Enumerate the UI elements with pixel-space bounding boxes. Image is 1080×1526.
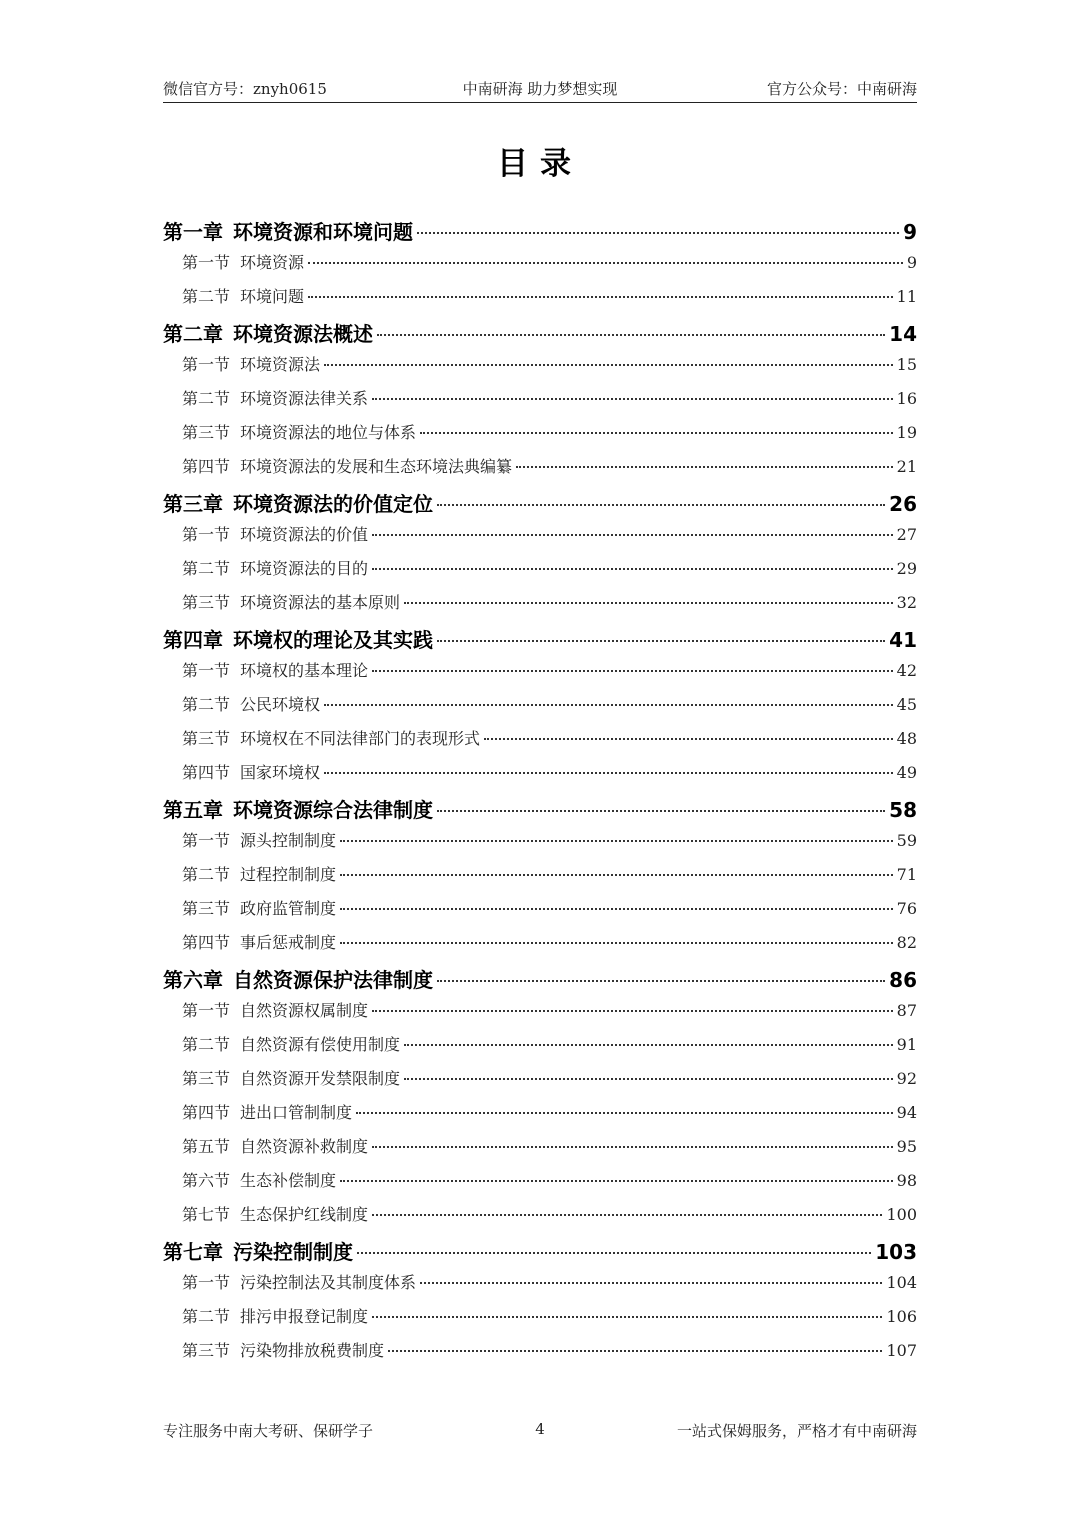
toc-chapter-entry[interactable] [163,794,917,828]
toc-entry-label [163,216,413,245]
toc-entry-number: 第五节 [182,1137,231,1156]
footer-right-text: 一站式保姆服务，严格才有中南研海 [676,1422,917,1440]
toc-dot-leader [340,908,893,910]
toc-entry-number: 第五章 [163,798,223,822]
toc-entry-page: 106 [886,1307,917,1326]
toc-entry-label [182,658,368,681]
toc-entry-page: 19 [896,423,917,442]
toc-chapter-entry[interactable] [163,488,917,522]
header-official-account: 官方公众号：中南研海 [766,80,917,98]
toc-dot-leader [340,1180,893,1182]
toc-entry-page: 91 [896,1035,917,1054]
toc-entry-page: 45 [896,695,917,714]
toc-section-entry[interactable] [163,828,917,862]
toc-section-entry[interactable] [163,726,917,760]
toc-section-entry[interactable] [163,896,917,930]
toc-entry-label [182,1100,352,1123]
toc-entry-title: 国家环境权 [240,763,321,782]
toc-section-entry[interactable] [163,454,917,488]
toc-dot-leader [356,1112,893,1114]
toc-entry-number: 第三节 [182,593,231,612]
toc-entry-page: 87 [896,1001,917,1020]
toc-entry-number: 第四节 [182,763,231,782]
toc-entry-label [163,488,433,517]
toc-entry-label [182,930,336,953]
toc-entry-title: 自然资源补救制度 [240,1137,369,1156]
toc-entry-page: 9 [906,253,917,272]
toc-entry-number: 第一节 [182,661,231,680]
toc-entry-number: 第一章 [163,220,223,244]
toc-entry-title: 环境资源法概述 [233,322,373,346]
toc-entry-page: 82 [896,933,917,952]
toc-entry-number: 第二节 [182,389,231,408]
toc-entry-page: 71 [896,865,917,884]
toc-entry-label [182,1134,368,1157]
toc-section-entry[interactable] [163,1338,917,1372]
toc-entry-label [163,794,433,823]
header-slogan: 中南研海 助力梦想实现 [462,80,618,98]
toc-entry-number: 第三节 [182,1069,231,1088]
header-wechat-id: 微信官方号：znyh0615 [163,80,327,98]
toc-dot-leader [340,942,893,944]
toc-entry-page: 26 [889,492,917,516]
toc-entry-page: 41 [889,628,917,652]
toc-entry-number: 第三节 [182,899,231,918]
toc-entry-number: 第四节 [182,1103,231,1122]
toc-dot-leader [372,568,893,570]
page-title: 目录 [497,146,583,182]
toc-section-entry[interactable] [163,250,917,284]
toc-entry-page: 100 [886,1205,917,1224]
toc-entry-title: 污染控制法及其制度体系 [240,1273,417,1292]
toc-dot-leader [372,1146,893,1148]
toc-entry-label [182,522,368,545]
toc-entry-label [163,964,433,993]
toc-entry-page: 104 [886,1273,917,1292]
toc-section-entry[interactable] [163,692,917,726]
toc-entry-title: 环境资源法律关系 [240,389,369,408]
toc-dot-leader [324,704,893,706]
toc-dot-leader [417,232,899,234]
toc-entry-number: 第七章 [163,1240,223,1264]
toc-entry-label [182,1338,384,1361]
toc-section-entry[interactable] [163,1304,917,1338]
toc-entry-number: 第一节 [182,355,231,374]
toc-section-entry[interactable] [163,284,917,318]
toc-entry-page: 42 [896,661,917,680]
toc-entry-number: 第一节 [182,831,231,850]
toc-entry-title: 污染物排放税费制度 [240,1341,385,1360]
toc-entry-page: 48 [896,729,917,748]
toc-entry-label [182,590,400,613]
toc-entry-title: 环境资源法的价值定位 [233,492,433,516]
table-of-contents [163,216,917,1372]
toc-chapter-entry[interactable] [163,624,917,658]
toc-entry-number: 第六章 [163,968,223,992]
toc-section-entry[interactable] [163,1202,917,1236]
toc-section-entry[interactable] [163,1134,917,1168]
toc-entry-number: 第二节 [182,1307,231,1326]
toc-entry-title: 环境权的基本理论 [240,661,369,680]
toc-entry-page: 58 [889,798,917,822]
toc-entry-page: 14 [889,322,917,346]
toc-dot-leader [340,874,893,876]
toc-chapter-entry[interactable] [163,1236,917,1270]
toc-entry-title: 生态保护红线制度 [240,1205,369,1224]
toc-section-entry[interactable] [163,1168,917,1202]
toc-dot-leader [404,1044,893,1046]
toc-section-entry[interactable] [163,1100,917,1134]
toc-dot-leader [372,670,893,672]
toc-entry-page: 103 [875,1240,917,1264]
toc-entry-label [163,318,373,347]
toc-dot-leader [437,980,885,982]
toc-entry-page: 94 [896,1103,917,1122]
toc-entry-number: 第三节 [182,423,231,442]
toc-entry-page: 59 [896,831,917,850]
toc-section-entry[interactable] [163,1066,917,1100]
toc-entry-number: 第六节 [182,1171,231,1190]
toc-entry-title: 事后惩戒制度 [240,933,337,952]
toc-entry-number: 第二节 [182,559,231,578]
toc-entry-number: 第四节 [182,457,231,476]
toc-entry-number: 第二章 [163,322,223,346]
toc-entry-page: 29 [896,559,917,578]
toc-dot-leader [372,398,893,400]
toc-entry-page: 49 [896,763,917,782]
toc-section-entry[interactable] [163,1270,917,1304]
toc-entry-title: 环境资源法的基本原则 [240,593,401,612]
toc-entry-label [182,896,336,919]
toc-dot-leader [308,262,903,264]
toc-entry-label [163,1236,353,1265]
toc-entry-label [182,556,368,579]
toc-entry-number: 第三节 [182,729,231,748]
toc-chapter-entry[interactable] [163,216,917,250]
toc-entry-title: 自然资源开发禁限制度 [240,1069,401,1088]
toc-entry-label [182,284,304,307]
toc-dot-leader [372,1010,893,1012]
toc-entry-title: 公民环境权 [240,695,321,714]
toc-entry-label [182,386,368,409]
toc-entry-number: 第一节 [182,1001,231,1020]
toc-entry-label [182,1168,336,1191]
toc-entry-title: 环境资源法的发展和生态环境法典编纂 [240,457,513,476]
toc-entry-title: 排污申报登记制度 [240,1307,369,1326]
toc-section-entry[interactable] [163,760,917,794]
toc-entry-page: 21 [896,457,917,476]
toc-dot-leader [324,772,893,774]
toc-dot-leader [404,1078,893,1080]
toc-entry-number: 第一节 [182,1273,231,1292]
toc-section-entry[interactable] [163,998,917,1032]
footer-left-text: 专注服务中南大考研、保研学子 [163,1422,374,1440]
toc-section-entry[interactable] [163,1032,917,1066]
toc-dot-leader [372,1214,882,1216]
toc-dot-leader [377,334,885,336]
toc-entry-page: 27 [896,525,917,544]
toc-entry-title: 环境资源综合法律制度 [233,798,433,822]
toc-dot-leader [437,640,885,642]
toc-dot-leader [340,840,893,842]
toc-entry-page: 32 [896,593,917,612]
toc-entry-title: 环境资源 [240,253,305,272]
toc-entry-label [182,250,304,273]
toc-entry-title: 环境权的理论及其实践 [233,628,433,652]
toc-entry-title: 政府监管制度 [240,899,337,918]
toc-entry-page: 9 [903,220,917,244]
toc-dot-leader [372,534,893,536]
toc-entry-page: 15 [896,355,917,374]
toc-entry-number: 第二节 [182,1035,231,1054]
toc-entry-label [182,1202,368,1225]
toc-dot-leader [437,504,885,506]
toc-entry-label [182,692,320,715]
toc-entry-label [182,828,336,851]
toc-section-entry[interactable] [163,352,917,386]
toc-entry-label [182,420,416,443]
toc-dot-leader [324,364,893,366]
toc-entry-title: 污染控制制度 [233,1240,353,1264]
toc-entry-title: 自然资源权属制度 [240,1001,369,1020]
toc-entry-number: 第四节 [182,933,231,952]
toc-dot-leader [308,296,893,298]
toc-section-entry[interactable] [163,658,917,692]
toc-entry-page: 11 [896,287,917,306]
toc-entry-label [182,1032,400,1055]
toc-entry-label [182,726,480,749]
toc-entry-number: 第三章 [163,492,223,516]
toc-section-entry[interactable] [163,386,917,420]
toc-entry-title: 源头控制制度 [240,831,337,850]
toc-entry-page: 86 [889,968,917,992]
toc-entry-number: 第三节 [182,1341,231,1360]
toc-entry-page: 98 [896,1171,917,1190]
toc-chapter-entry[interactable] [163,964,917,998]
toc-section-entry[interactable] [163,862,917,896]
toc-entry-title: 环境问题 [240,287,305,306]
toc-entry-page: 95 [896,1137,917,1156]
toc-entry-number: 第二节 [182,287,231,306]
toc-entry-label [163,624,433,653]
toc-dot-leader [388,1350,882,1352]
toc-dot-leader [420,1282,882,1284]
toc-dot-leader [420,432,893,434]
page-footer [163,1420,917,1442]
toc-entry-title: 环境资源法的目的 [240,559,369,578]
page-header [163,78,917,103]
toc-entry-title: 环境资源法的地位与体系 [240,423,417,442]
toc-chapter-entry[interactable] [163,318,917,352]
toc-entry-page: 16 [896,389,917,408]
toc-entry-number: 第七节 [182,1205,231,1224]
toc-entry-label [182,862,336,885]
toc-dot-leader [372,1316,882,1318]
toc-entry-title: 环境资源法 [240,355,321,374]
toc-entry-number: 第二节 [182,865,231,884]
toc-dot-leader [516,466,893,468]
toc-entry-page: 92 [896,1069,917,1088]
toc-entry-number: 第一节 [182,253,231,272]
toc-entry-label [182,1304,368,1327]
toc-entry-page: 76 [896,899,917,918]
toc-section-entry[interactable] [163,420,917,454]
toc-dot-leader [437,810,885,812]
toc-section-entry[interactable] [163,590,917,624]
toc-entry-label [182,760,320,783]
toc-entry-label [182,1066,400,1089]
footer-page-number: 4 [535,1420,545,1438]
toc-entry-number: 第四章 [163,628,223,652]
toc-section-entry[interactable] [163,522,917,556]
toc-section-entry[interactable] [163,930,917,964]
toc-entry-number: 第一节 [182,525,231,544]
toc-entry-label [182,1270,416,1293]
toc-dot-leader [404,602,893,604]
toc-dot-leader [484,738,893,740]
toc-entry-title: 过程控制制度 [240,865,337,884]
toc-entry-title: 环境资源法的价值 [240,525,369,544]
toc-entry-label [182,352,320,375]
toc-entry-title: 环境资源和环境问题 [233,220,413,244]
toc-entry-title: 自然资源有偿使用制度 [240,1035,401,1054]
toc-dot-leader [357,1252,871,1254]
toc-section-entry[interactable] [163,556,917,590]
toc-entry-title: 环境权在不同法律部门的表现形式 [240,729,481,748]
toc-entry-title: 自然资源保护法律制度 [233,968,433,992]
toc-entry-label [182,454,512,477]
toc-entry-title: 生态补偿制度 [240,1171,337,1190]
toc-entry-title: 进出口管制制度 [240,1103,353,1122]
toc-entry-number: 第二节 [182,695,231,714]
toc-entry-page: 107 [886,1341,917,1360]
toc-entry-label [182,998,368,1021]
